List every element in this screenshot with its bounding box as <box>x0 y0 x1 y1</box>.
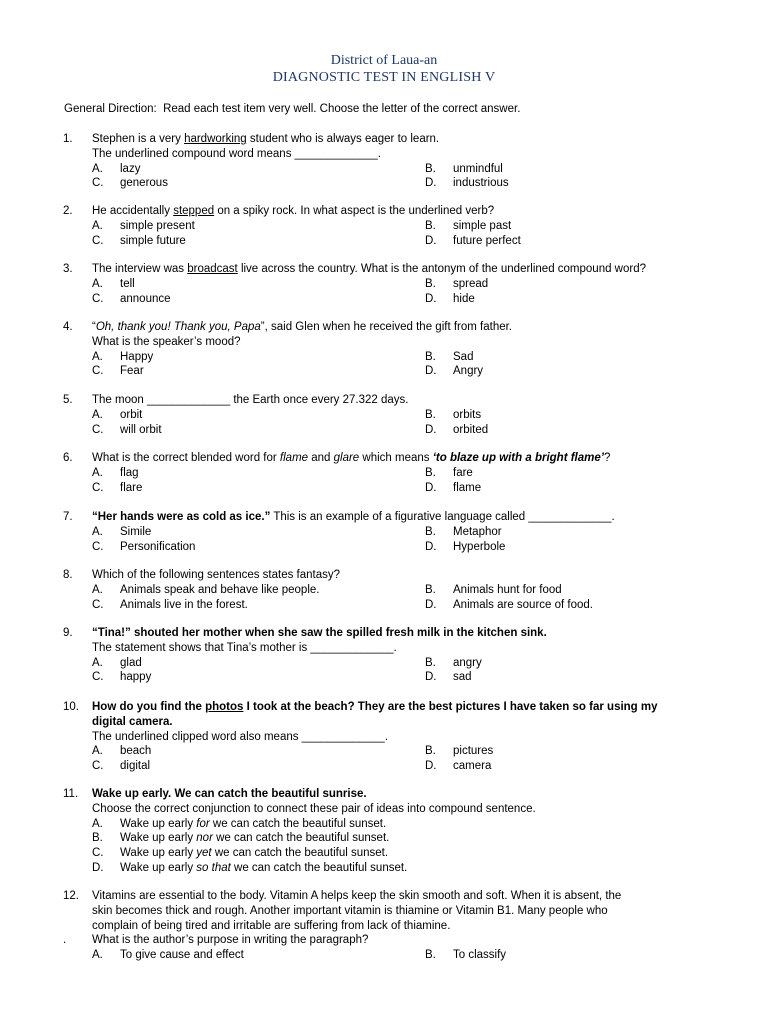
styled-text: for <box>196 817 210 830</box>
options-row <box>0 744 768 759</box>
options-row <box>0 408 768 423</box>
question-line <box>0 335 768 350</box>
question-line <box>0 510 768 525</box>
question-12 <box>0 889 768 963</box>
option-letter: D. <box>425 423 437 436</box>
option-letter: B. <box>425 656 436 669</box>
option-letter: C. <box>92 234 104 247</box>
options-row <box>0 350 768 365</box>
option-text: future perfect <box>453 234 521 247</box>
question-line <box>0 393 768 408</box>
question-line <box>0 933 768 948</box>
question-line <box>0 204 768 219</box>
question-text: “Oh, thank you! Thank you, Papa”, said Glen when he received the gift from father. <box>92 321 512 333</box>
question-text: Choose the correct conjunction to connect these pair of ideas into compound sentence. <box>92 802 536 815</box>
options-row <box>0 234 768 249</box>
option-text: generous <box>120 177 168 190</box>
styled-text: yet <box>196 847 212 860</box>
question-5 <box>0 393 768 437</box>
question-line <box>0 730 768 745</box>
underlined-word: broadcast <box>187 263 238 275</box>
question-number: 5. <box>63 394 73 406</box>
question-text: Stephen is a very hardworking student who is always eager to learn. <box>92 133 440 145</box>
option-text: pictures <box>453 745 494 758</box>
question-text: He accidentally stepped on a spiky rock. In what aspect is the underlined verb? <box>92 205 495 217</box>
question-line <box>0 451 768 466</box>
styled-text: “Tina!” shouted her mother when she saw the spilled fresh milk in the kitchen sink. <box>92 627 547 639</box>
option-text: To classify <box>453 949 507 962</box>
option-letter: A. <box>92 656 103 669</box>
options-row <box>0 598 768 613</box>
option-text: flame <box>453 481 482 494</box>
option-letter: C. <box>92 540 104 553</box>
test-title: DIAGNOSTIC TEST IN ENGLISH V <box>272 70 496 85</box>
options-row <box>0 656 768 671</box>
option-letter: D. <box>425 671 437 684</box>
question-number: 10. <box>63 701 79 713</box>
option-letter: D. <box>425 292 437 305</box>
option-text: Animals live in the forest. <box>120 598 248 611</box>
underlined-word: hardworking <box>184 133 247 145</box>
question-line <box>0 919 768 934</box>
option-letter: C. <box>92 671 104 684</box>
question-text: The interview was broadcast live across the country. What is the antonym of the underlined compound word? <box>92 263 647 275</box>
option-text: Simile <box>120 525 152 538</box>
option-text: Angry <box>453 365 484 378</box>
question-number: 11. <box>63 788 79 800</box>
option-letter: C. <box>92 365 104 378</box>
option-letter: B. <box>425 408 436 421</box>
options-row <box>0 176 768 191</box>
question-line <box>0 147 768 162</box>
question-number: 8. <box>63 569 73 581</box>
option-text: announce <box>120 292 171 305</box>
option-text: orbited <box>453 423 489 436</box>
styled-text: How do you find the <box>92 701 206 713</box>
option-letter: A. <box>92 408 103 421</box>
question-text: skin becomes thick and rough. Another important vitamin is thiamine or Vitamin B1. Many people who <box>92 904 608 917</box>
option-text: camera <box>453 760 492 773</box>
styled-text: Wake up early. We can catch the beautiful sunrise. <box>92 788 367 800</box>
option-text: Happy <box>120 350 154 363</box>
option-letter: B. <box>425 162 436 175</box>
question-number: 1. <box>63 133 73 145</box>
question-line <box>0 641 768 656</box>
question-text <box>92 787 367 802</box>
option-text: sad <box>453 671 472 684</box>
option-letter: C. <box>92 847 104 860</box>
option-letter: A. <box>92 525 103 538</box>
question-text: The moon _____________ the Earth once every 27.322 days. <box>92 394 409 406</box>
option-letter: B. <box>425 949 436 962</box>
stray-dot: . <box>63 934 67 947</box>
question-line <box>0 568 768 583</box>
options-row <box>0 583 768 598</box>
option-letter: C. <box>92 423 104 436</box>
option-text: Wake up early so that we can catch the beautiful sunset. <box>120 861 408 874</box>
question-number: 7. <box>63 511 73 523</box>
question-line <box>0 889 768 904</box>
question-text <box>92 626 547 641</box>
question-text: The statement shows that Tina’s mother is _____________. <box>92 641 397 654</box>
option-letter: D. <box>425 598 437 611</box>
option-letter: C. <box>92 760 104 773</box>
options-row <box>0 423 768 438</box>
option-letter: B. <box>92 832 103 845</box>
option-text: glad <box>120 656 142 669</box>
option-letter: D. <box>425 177 437 190</box>
option-letter: B. <box>425 219 436 232</box>
question-text: The underlined compound word means _____________. <box>92 147 381 160</box>
options-row <box>0 219 768 234</box>
underlined-word: photos <box>205 701 244 713</box>
option-letter: C. <box>92 177 104 190</box>
question-line <box>0 715 768 730</box>
options-row <box>0 759 768 774</box>
general-direction <box>64 103 520 115</box>
option-text: Animals are source of food. <box>453 598 593 611</box>
styled-text: Oh, thank you! Thank you, Papa <box>95 321 261 333</box>
option-letter: A. <box>92 162 103 175</box>
question-6 <box>0 451 768 495</box>
option-text: simple past <box>453 219 512 232</box>
question-number: 6. <box>63 452 73 464</box>
option-text: Sad <box>453 350 474 363</box>
option-text: flag <box>120 466 139 479</box>
option-text: simple present <box>120 219 195 232</box>
option-text: Metaphor <box>453 525 502 538</box>
option-text: Wake up early for we can catch the beautiful sunset. <box>120 817 387 830</box>
option-letter: B. <box>425 277 436 290</box>
question-number: 2. <box>63 205 73 217</box>
question-text: What is the author’s purpose in writing the paragraph? <box>92 934 369 947</box>
question-line <box>0 904 768 919</box>
options-row <box>0 466 768 481</box>
option-text: digital <box>120 760 151 773</box>
option-letter: A. <box>92 277 103 290</box>
question-text <box>92 700 658 715</box>
question-text: “Her hands were as cold as ice.” This is an example of a figurative language called _____________. <box>92 511 615 523</box>
styled-text: nor <box>196 832 213 845</box>
option-row <box>0 846 768 861</box>
option-letter: D. <box>425 234 437 247</box>
question-text: The underlined clipped word also means _____________. <box>92 730 389 743</box>
option-letter: D. <box>425 481 437 494</box>
option-letter: B. <box>425 350 436 363</box>
option-letter: A. <box>92 817 103 830</box>
styled-text: flame <box>279 452 309 464</box>
question-8 <box>0 568 768 612</box>
question-number: 9. <box>63 627 73 639</box>
option-letter: D. <box>425 760 437 773</box>
option-letter: A. <box>92 949 103 962</box>
options-row <box>0 364 768 379</box>
option-letter: B. <box>425 583 436 596</box>
styled-text: “Her hands were as cold as ice.” <box>92 511 271 523</box>
question-line <box>0 320 768 335</box>
option-text: industrious <box>453 177 509 190</box>
option-row <box>0 831 768 846</box>
option-text: Hyperbole <box>453 540 506 553</box>
options-row <box>0 540 768 555</box>
option-text: orbits <box>453 408 482 421</box>
question-text: Which of the following sentences states fantasy? <box>92 569 341 581</box>
underlined-word: stepped <box>173 205 215 217</box>
question-1 <box>0 132 768 191</box>
option-text: will orbit <box>120 423 162 436</box>
option-text: spread <box>453 277 489 290</box>
question-7 <box>0 510 768 554</box>
question-number: 12. <box>63 890 79 902</box>
option-text: unmindful <box>453 162 503 175</box>
option-text: Wake up early yet we can catch the beautiful sunset. <box>120 847 389 860</box>
option-text: Personification <box>120 540 196 553</box>
question-text <box>92 715 173 730</box>
question-text: Vitamins are essential to the body. Vitamin A helps keep the skin smooth and soft. When it is absent, the <box>92 890 622 902</box>
question-number: 3. <box>63 263 73 275</box>
question-line <box>0 262 768 277</box>
options-row <box>0 277 768 292</box>
option-letter: A. <box>92 219 103 232</box>
question-number: 4. <box>63 321 73 333</box>
option-letter: A. <box>92 466 103 479</box>
option-letter: A. <box>92 583 103 596</box>
option-text: tell <box>120 277 135 290</box>
option-letter: A. <box>92 350 103 363</box>
option-text: Fear <box>120 365 144 378</box>
option-text: happy <box>120 671 152 684</box>
option-text: lazy <box>120 162 141 175</box>
option-text: Animals speak and behave like people. <box>120 583 320 596</box>
options-row <box>0 162 768 177</box>
styled-text: digital camera. <box>92 715 173 728</box>
option-letter: C. <box>92 292 104 305</box>
direction-label: General Direction: <box>64 103 157 115</box>
question-text: What is the speaker’s mood? <box>92 335 241 348</box>
option-letter: B. <box>425 745 436 758</box>
option-letter: B. <box>425 466 436 479</box>
options-row <box>0 292 768 307</box>
question-4 <box>0 320 768 379</box>
question-line <box>0 132 768 147</box>
options-row <box>0 670 768 685</box>
option-letter: A. <box>92 745 103 758</box>
option-letter: D. <box>425 540 437 553</box>
question-line <box>0 700 768 715</box>
options-row <box>0 481 768 496</box>
option-letter: C. <box>92 598 104 611</box>
question-line <box>0 802 768 817</box>
direction-text: Read each test item very well. Choose the letter of the correct answer. <box>163 103 521 115</box>
question-text: complain of being tired and irritable are suffering from lack of thiamine. <box>92 919 451 932</box>
styled-text: glare <box>333 452 360 464</box>
question-line <box>0 626 768 641</box>
option-letter: B. <box>425 525 436 538</box>
option-text: beach <box>120 745 152 758</box>
options-row <box>0 525 768 540</box>
styled-text: I took at the beach? They are the best pictures I have taken so far using my <box>243 701 658 713</box>
question-text: What is the correct blended word for flame and glare which means ‘to blaze up with a bright flame’? <box>92 452 611 464</box>
option-text: fare <box>453 466 473 479</box>
question-3 <box>0 262 768 306</box>
question-line <box>0 787 768 802</box>
option-text: simple future <box>120 234 186 247</box>
options-row <box>0 948 768 963</box>
styled-text: ‘to blaze up with a bright flame’ <box>432 452 604 464</box>
question-11 <box>0 787 768 876</box>
styled-text: so that <box>196 861 231 874</box>
option-text: Animals hunt for food <box>453 583 562 596</box>
option-letter: C. <box>92 481 104 494</box>
option-text: angry <box>453 656 482 669</box>
option-text: To give cause and effect <box>120 949 244 962</box>
option-letter: D. <box>425 365 437 378</box>
option-letter: D. <box>92 861 104 874</box>
option-text: hide <box>453 292 475 305</box>
district-title: District of Laua-an <box>330 53 438 68</box>
question-9 <box>0 626 768 685</box>
option-text: orbit <box>120 408 143 421</box>
question-10 <box>0 700 768 774</box>
option-text: flare <box>120 481 143 494</box>
question-2 <box>0 204 768 248</box>
option-row <box>0 861 768 876</box>
option-row <box>0 817 768 832</box>
option-text: Wake up early nor we can catch the beautiful sunset. <box>120 832 390 845</box>
